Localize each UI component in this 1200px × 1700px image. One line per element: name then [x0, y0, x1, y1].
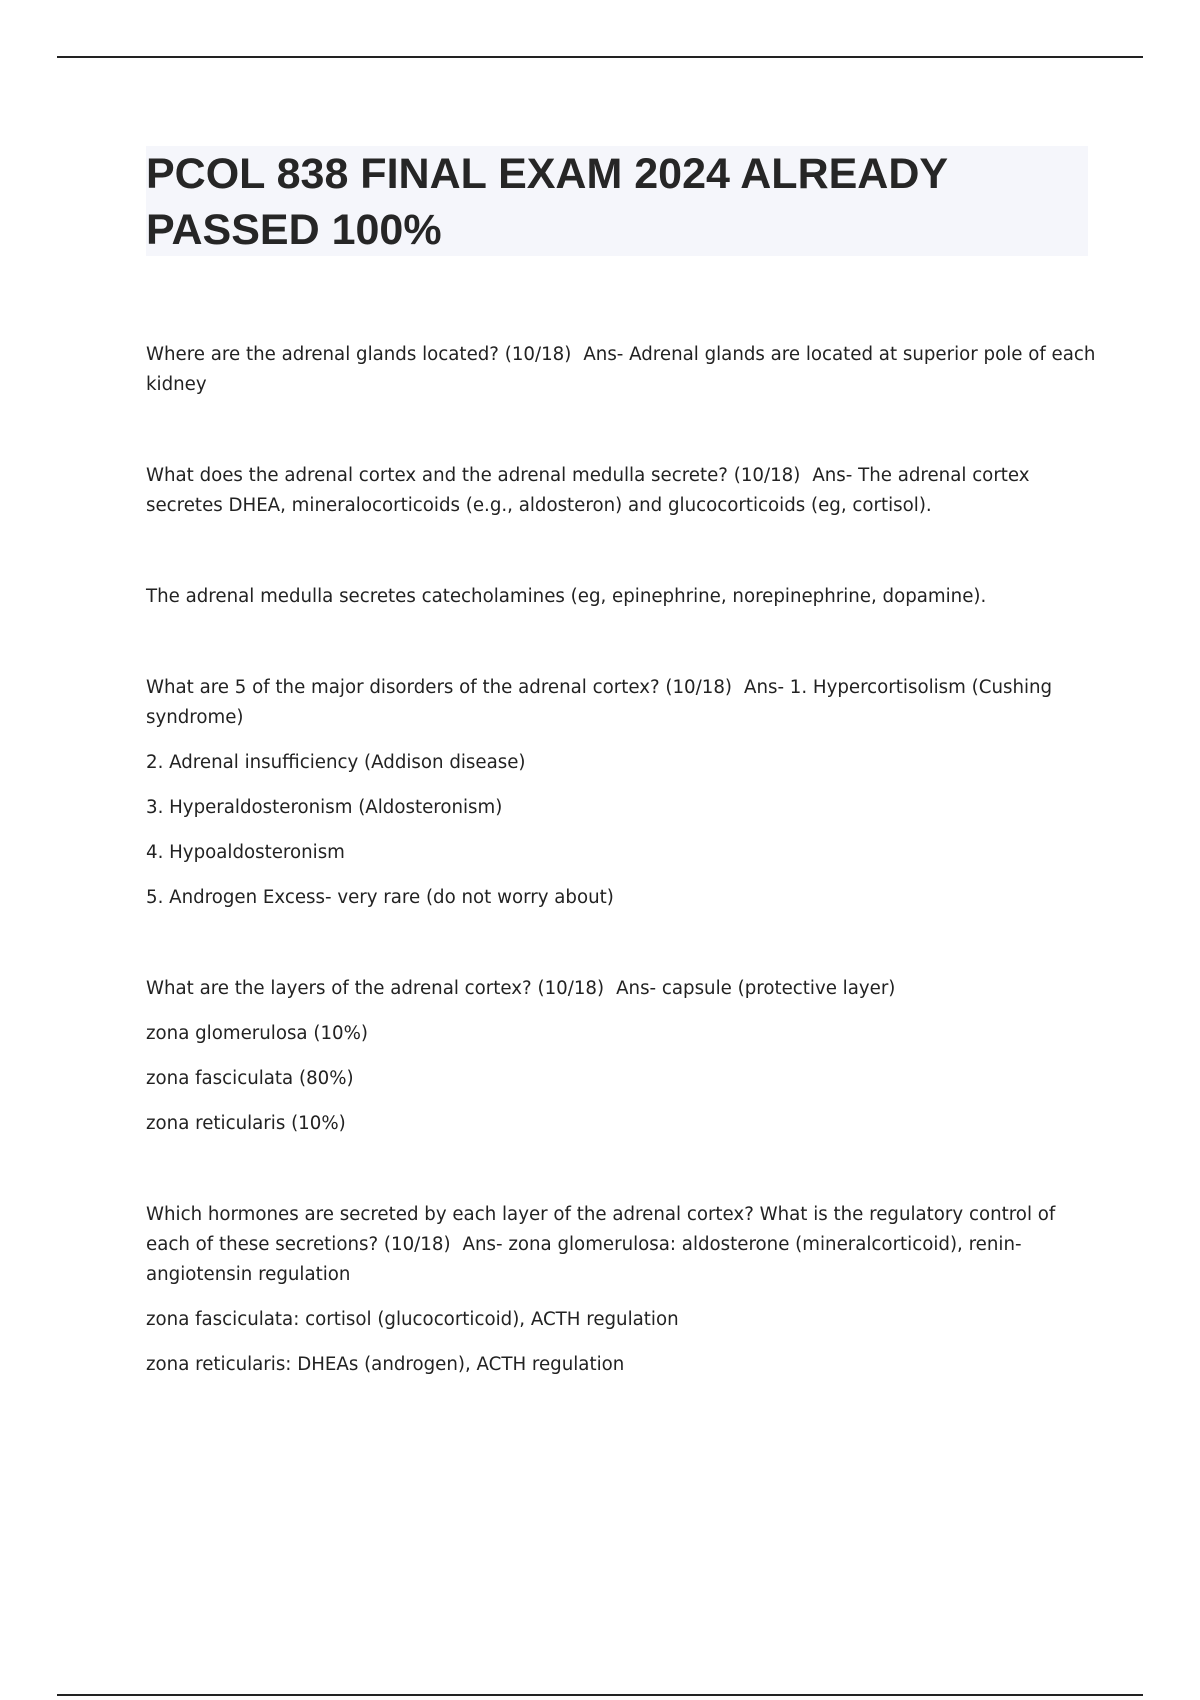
answer-text: Ans- zona glomerulosa: aldosterone (mineralcorticoid), renin-angiotensin regulation: [146, 1234, 1022, 1285]
qa-item-5: [146, 974, 1096, 1139]
qa-item-6: [146, 1200, 1096, 1380]
title-block: [146, 146, 1088, 256]
qa-item-3: [146, 582, 1096, 612]
answer-text: The adrenal medulla secretes catecholamines (eg, epinephrine, norepinephrine, dopamine).: [146, 586, 987, 607]
qa-paragraph: [146, 340, 1096, 400]
answer-line: zona reticularis: DHEAs (androgen), ACTH regulation: [146, 1354, 625, 1375]
question-text: What are 5 of the major disorders of the adrenal cortex? (10/18): [146, 677, 732, 698]
answer-text: Ans- 1. Hypercortisolism (Cushing syndrome): [146, 677, 1053, 728]
qa-paragraph: [146, 673, 1096, 733]
answer-text: Ans- The adrenal cortex secretes DHEA, mineralocorticoids (e.g., aldosteron) and glucocorticoids (eg, cortisol).: [146, 465, 1030, 516]
qa-paragraph: [146, 1200, 1096, 1290]
qa-item-4: [146, 673, 1096, 913]
qa-item-1: [146, 340, 1096, 400]
title-line-2: PASSED 100%: [146, 206, 442, 254]
answer-line: zona reticularis (10%): [146, 1113, 346, 1134]
answer-text: Ans- Adrenal glands are located at superior pole of each kidney: [146, 344, 1096, 395]
qa-content: [146, 340, 1096, 1380]
bottom-rule: [57, 1694, 1143, 1696]
answer-text: Ans- capsule (protective layer): [616, 978, 896, 999]
answer-line: 4. Hypoaldosteronism: [146, 842, 345, 863]
answer-line: zona fasciculata: cortisol (glucocorticoid), ACTH regulation: [146, 1309, 679, 1330]
qa-item-2: [146, 461, 1096, 521]
answer-line: zona glomerulosa (10%): [146, 1023, 368, 1044]
answer-line: 2. Adrenal insufficiency (Addison disease): [146, 752, 526, 773]
question-text: Which hormones are secreted by each layer of the adrenal cortex? What is the regulatory control of each of these secretions? (10/18): [146, 1204, 1056, 1255]
answer-line: 5. Androgen Excess- very rare (do not worry about): [146, 887, 614, 908]
qa-paragraph: [146, 461, 1096, 521]
qa-paragraph: [146, 974, 1096, 1004]
answer-line: zona fasciculata (80%): [146, 1068, 354, 1089]
question-text: Where are the adrenal glands located? (10/18): [146, 344, 572, 365]
title-line-1: PCOL 838 FINAL EXAM 2024 ALREADY: [146, 150, 949, 198]
question-text: What does the adrenal cortex and the adrenal medulla secrete? (10/18): [146, 465, 801, 486]
question-text: What are the layers of the adrenal cortex? (10/18): [146, 978, 605, 999]
answer-line: 3. Hyperaldosteronism (Aldosteronism): [146, 797, 503, 818]
document-title: [146, 146, 1088, 258]
top-rule: [57, 56, 1143, 58]
